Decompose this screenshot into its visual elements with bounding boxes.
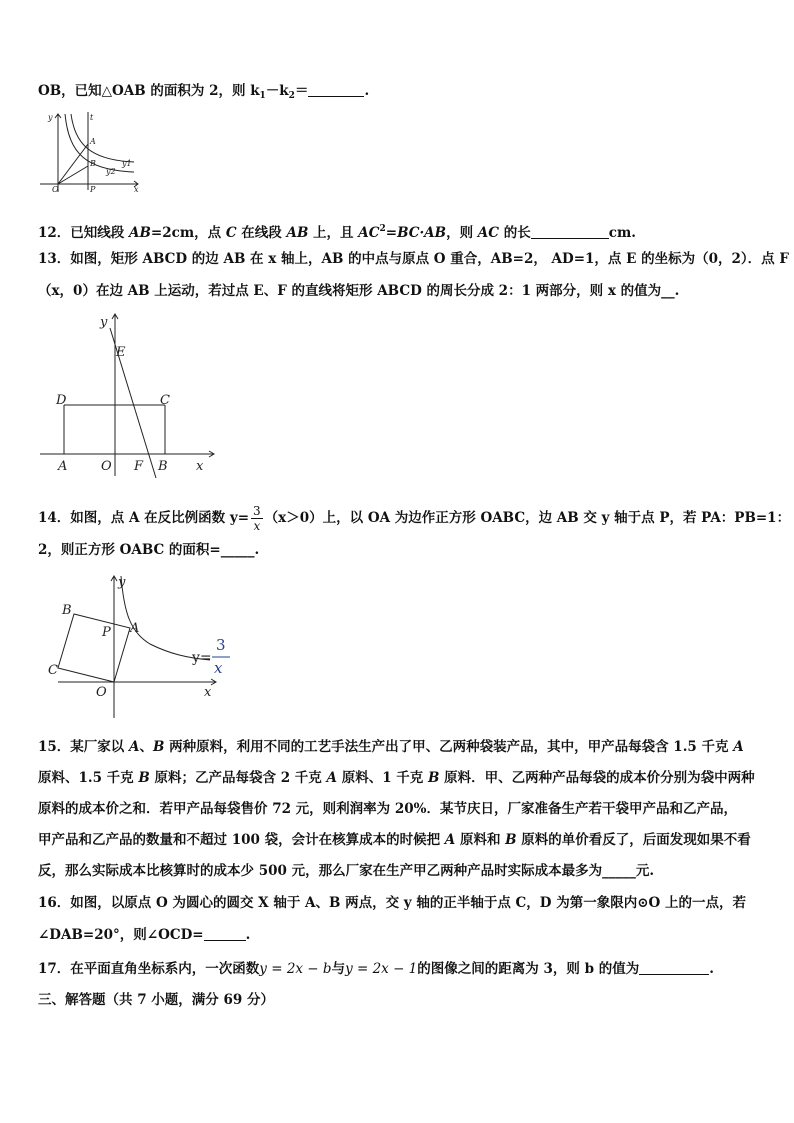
q13-label-A: A: [58, 459, 68, 474]
q13-label-D: D: [56, 393, 67, 408]
answer-blank: [639, 960, 709, 975]
q14-figure: [38, 572, 238, 722]
q11-label-t: t: [90, 113, 94, 122]
q12-text: 12．已知线段 AB=2cm，点 C 在线段 AB 上，且 $AC^2=BC\cdot AB$，则 AC 的长 cm.: [38, 224, 636, 241]
q11-label-A: A: [90, 137, 96, 146]
answer-blank: [531, 224, 609, 239]
q17-text: 17．在平面直角坐标系内，一次函数y = 2x − b与y = 2x − 1的图像之间的距离为 3，则 b 的值为 .: [38, 961, 714, 977]
fraction: $\frac{3}{x}$: [253, 504, 261, 533]
q15-line4: 甲产品和乙产品的数量和不超过 100 袋，会计在核算成本的时候把 A 原料和 B 原料的单价看反了，后面发现如果不看: [38, 832, 751, 848]
q14-label-A: A: [130, 621, 140, 636]
q15-line5: 反，那么实际成本比核算时的成本少 500 元，那么厂家在生产甲乙两种产品时实际成本最多为_____元.: [38, 863, 655, 879]
answer-blank: [308, 82, 364, 97]
q11-label-y: y: [48, 113, 53, 122]
q14-label-B: B: [62, 603, 72, 618]
q14-label-x: x: [204, 685, 212, 700]
q14-func-den: x: [214, 659, 223, 677]
answer-blank: [204, 926, 246, 941]
q13-label-y: y: [100, 315, 108, 330]
q15-line3: 原料的成本价之和．若甲产品每袋售价 72 元，则利润率为 20%．某节庆日，厂家准备生产若干袋甲产品和乙产品，: [38, 801, 737, 817]
q11-figure: [38, 108, 142, 194]
q13-label-E: E: [116, 345, 126, 360]
q11-label-B: B: [90, 159, 96, 168]
q15-line1: 15．某厂家以 A、B 两种原料，利用不同的工艺手法生产出了甲、乙两种袋装产品，其中，甲产品每袋含 1.5 千克 A: [38, 739, 744, 755]
q14-line1: 14．如图，点 A 在反比例函数 y= $\frac{3}{x}$ （x＞0）上，以 OA 为边作正方形 OABC，边 AB 交 y 轴于点 P，若 PA：PB=1：: [38, 504, 791, 533]
q14-line2: 2，则正方形 OABC 的面积=_____.: [38, 542, 260, 558]
q13-figure: [38, 312, 218, 478]
q11-label-P: P: [90, 185, 96, 194]
q11-label-y1: y1: [122, 159, 132, 168]
q13-label-B: B: [158, 459, 168, 474]
q16-line2: ∠DAB=20°，则∠OCD= .: [38, 927, 251, 943]
q14-label-O: O: [96, 685, 107, 700]
q14-label-C: C: [48, 663, 58, 678]
q11-label-O: O: [52, 185, 59, 194]
q14-label-y: y: [118, 575, 126, 590]
q14-func-num: 3: [216, 636, 226, 654]
q11-label-y2: y2: [106, 167, 116, 176]
q11-text: OB，已知△OAB 的面积为 2，则 $k_1-k_2=$ .: [38, 83, 370, 101]
q13-label-x: x: [196, 459, 204, 474]
q14-label-P: P: [102, 625, 111, 640]
q14-func-y: y=: [192, 650, 212, 666]
q13-line1: 13．如图，矩形 ABCD 的边 AB 在 x 轴上，AB 的中点与原点 O 重合，AB=2， AD=1，点 E 的坐标为（0，2）．点 F: [38, 251, 789, 267]
q13-label-F: F: [134, 459, 144, 474]
q13-label-O: O: [101, 459, 112, 474]
q15-line2: 原料、1.5 千克 B 原料；乙产品每袋含 2 千克 A 原料、1 千克 B 原料．甲、乙两种产品每袋的成本价分别为袋中两种: [38, 770, 755, 786]
q13-line2: （x，0）在边 AB 上运动，若过点 E、F 的直线将矩形 ABCD 的周长分成 2：1 两部分，则 x 的值为__.: [38, 283, 680, 299]
q16-line1: 16．如图，以原点 O 为圆心的圆交 X 轴于 A、B 两点，交 y 轴的正半轴于点 C，D 为第一象限内⊙O 上的一点，若: [38, 895, 746, 911]
section-heading: 三、解答题（共 7 小题，满分 69 分）: [38, 992, 274, 1008]
q13-label-C: C: [160, 393, 170, 408]
q11-label-x: x: [134, 185, 139, 194]
